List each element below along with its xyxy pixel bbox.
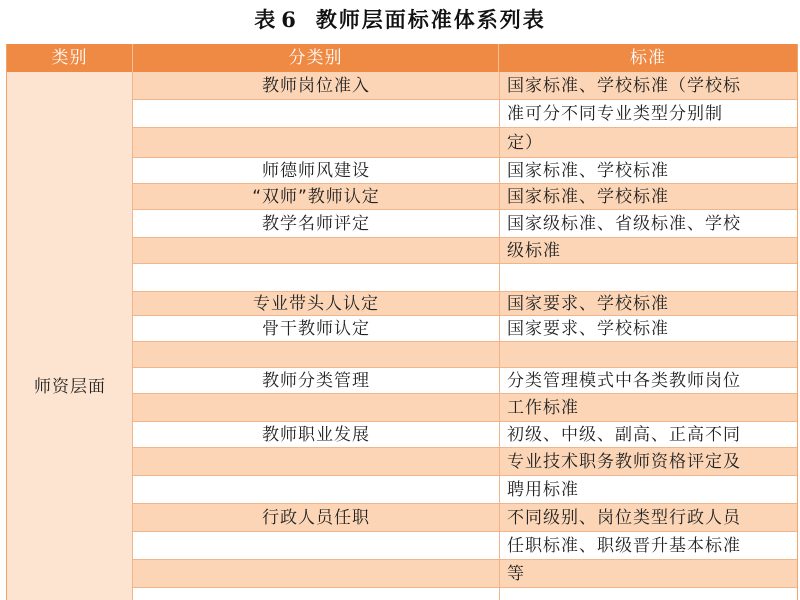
header-standard: 标准	[630, 48, 666, 68]
standards-table	[6, 44, 798, 600]
subcategory-cell: 教师职业发展	[262, 425, 370, 445]
category-label: 师资层面	[34, 377, 106, 397]
standard-cell: 定）	[507, 133, 543, 153]
subcategory-cell: 骨干教师认定	[262, 319, 370, 339]
table-label: 表	[254, 7, 278, 32]
standard-cell: 国家标准、学校标准	[507, 187, 669, 207]
standard-cell: 国家标准、学校标准（学校标	[507, 76, 741, 96]
subcategory-cell: 教师岗位准入	[262, 76, 370, 96]
standard-cell: 聘用标准	[507, 480, 579, 500]
standard-cell: 国家要求、学校标准	[507, 294, 669, 314]
subcategory-cell: 教学名师评定	[262, 214, 370, 234]
subcategory-cell: 行政人员任职	[262, 508, 370, 528]
standard-cell: 国家级标准、省级标准、学校	[507, 214, 741, 234]
standard-cell: 初级、中级、副高、正高不同	[507, 425, 741, 445]
subcategory-cell: “双师”教师认定	[252, 187, 380, 207]
standard-cell: 工作标准	[507, 398, 579, 418]
header-subcategory: 分类别	[133, 44, 499, 72]
subcategory-cell: 专业带头人认定	[253, 294, 379, 314]
column-divider	[499, 72, 500, 600]
subcategory-cell: 师德师风建设	[262, 161, 370, 181]
standard-cell: 等	[507, 564, 525, 584]
category-cell	[7, 72, 133, 600]
table-caption: 教师层面标准体系列表	[315, 7, 546, 32]
standard-cell: 不同级别、岗位类型行政人员	[507, 508, 741, 528]
standard-cell: 准可分不同专业类型分别制	[507, 104, 723, 124]
standard-cell: 国家要求、学校标准	[507, 319, 669, 339]
standard-cell: 任职标准、职级晋升基本标准	[507, 536, 741, 556]
standard-cell: 级标准	[507, 241, 561, 261]
table-header	[7, 44, 797, 72]
subcategory-cell: 教师分类管理	[262, 371, 370, 391]
table-number: 6	[281, 7, 298, 32]
standard-cell: 专业技术职务教师资格评定及	[507, 452, 741, 472]
header-category: 类别	[7, 44, 133, 72]
standard-cell: 国家标准、学校标准	[507, 161, 669, 181]
standard-cell: 分类管理模式中各类教师岗位	[507, 371, 741, 391]
table-title	[0, 4, 800, 34]
